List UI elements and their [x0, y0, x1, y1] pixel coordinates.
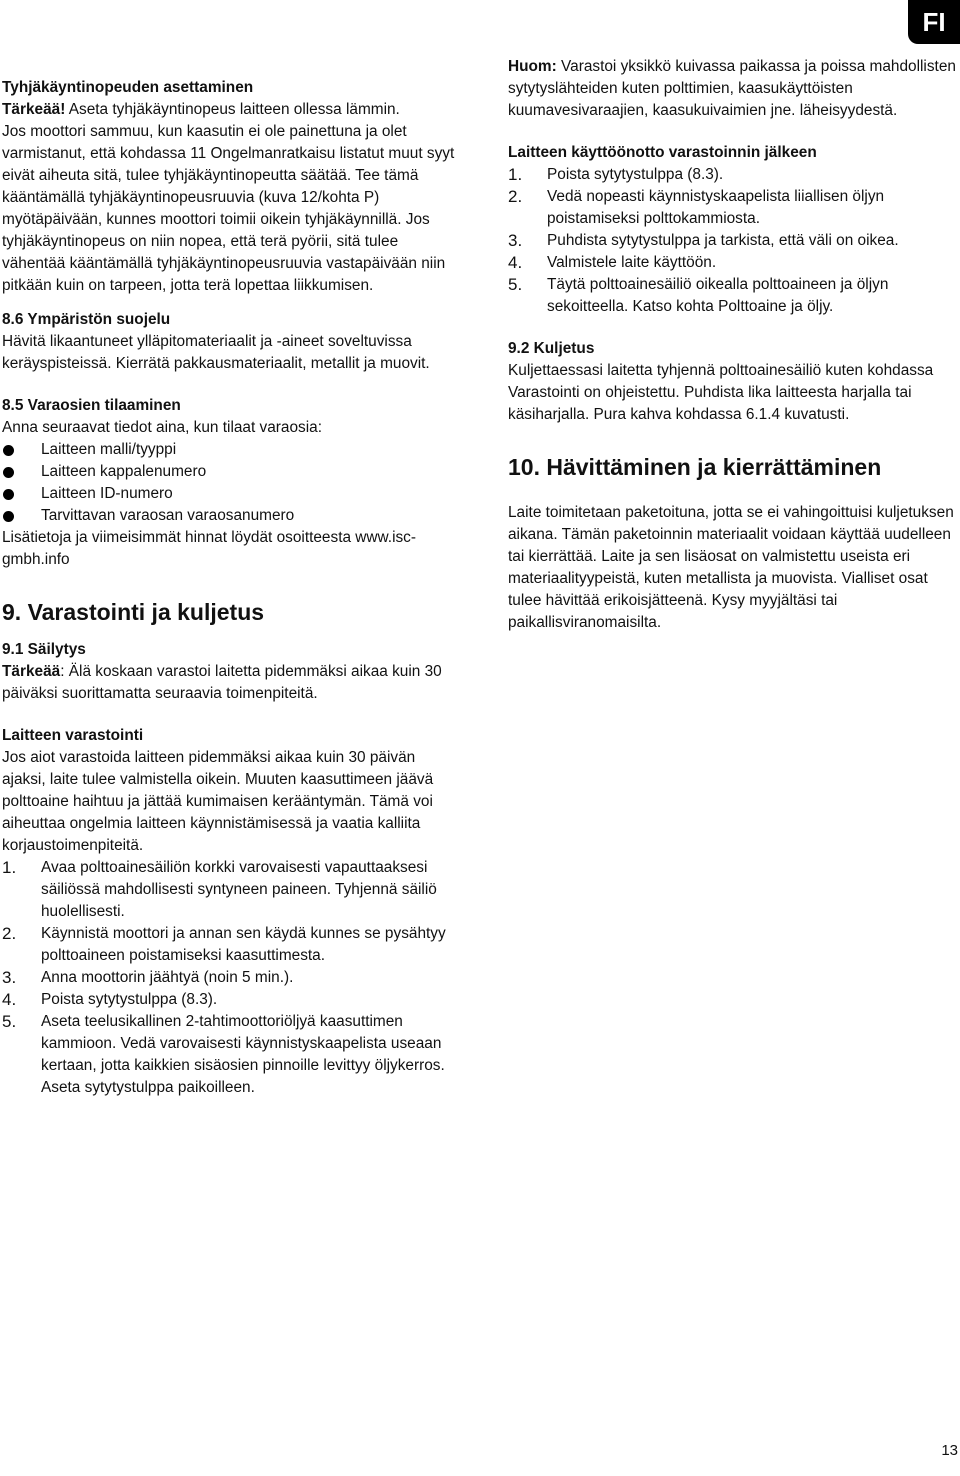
step-number: 3.: [508, 231, 523, 250]
storage-sub-title: 9.1 Säilytys: [2, 641, 86, 658]
list-item: Laitteen ID-numero: [2, 483, 458, 505]
list-item: Tarvittavan varaosan varaosanumero: [2, 505, 458, 527]
storage-heading: 9. Varastointi ja kuljetus: [2, 599, 265, 625]
step-text: Käynnistä moottori ja annan sen käydä kunnes se pysähtyy polttoaineen poistamiseksi kaasuttimesta.: [41, 925, 446, 964]
list-item: [508, 186, 958, 230]
spare-parts-list: [2, 439, 458, 527]
list-item: [2, 989, 458, 1011]
step-text: Poista sytytystulppa (8.3).: [547, 166, 724, 183]
step-text: Aseta teelusikallinen 2-tahtimoottoriöljyä kaasuttimen kammioon. Vedä varovaisesti käynnistyskaapelista useaan kertaan, jotta kaikkien sisäosien pinnoille levittyy öljykerros. Aseta sytytystulppa paikoilleen.: [41, 1013, 445, 1096]
left-column: [2, 77, 458, 1099]
important-label: Tärkeää!: [2, 101, 66, 118]
list-item: [508, 164, 958, 186]
list-item: [2, 923, 458, 967]
idle-speed-title: Tyhjäkäyntinopeuden asettaminen: [2, 79, 254, 96]
step-text: Puhdista sytytystulppa ja tarkista, että väli on oikea.: [547, 232, 899, 249]
right-column: [508, 56, 958, 634]
idle-speed-important: [2, 99, 458, 121]
step-number: 2.: [2, 924, 17, 943]
transport-title: 9.2 Kuljetus: [508, 340, 595, 357]
important-label: Tärkeää: [2, 663, 61, 680]
step-number: 4.: [2, 990, 17, 1009]
environment-body: Hävitä likaantuneet ylläpitomateriaalit ja -aineet soveltuvissa keräyspisteissä. Kierrätä pakkausmateriaalit, metallit ja muovit.: [2, 333, 430, 372]
important-text: Aseta tyhjäkäyntinopeus laitteen ollessa lämmin.: [65, 101, 400, 118]
step-text: Täytä polttoainesäiliö oikealla polttoaineen ja öljyn sekoitteella. Katso kohta Polttoaine ja öljy.: [547, 276, 889, 315]
environment-title: 8.6 Ympäristön suojelu: [2, 311, 171, 328]
spare-parts-intro: Anna seuraavat tiedot aina, kun tilaat varaosia:: [2, 419, 322, 436]
important-text: : Älä koskaan varastoi laitetta pidemmäksi aikaa kuin 30 päiväksi suorittamatta seuraavia toimenpiteitä.: [2, 663, 442, 702]
step-number: 1.: [2, 858, 17, 877]
idle-speed-body: Jos moottori sammuu, kun kaasutin ei ole painettuna ja olet varmistanut, että kohdassa 11 Ongelmanratkaisu listatut muut syyt eivät aiheuta sitä, tulee tyhjäkäyntinopeutta säätää. Tee tämä kääntämällä tyhjäkäyntinopeusruuvia (kuva 12/kohta P) myötäpäivään, kunnes moottori toimii oikein tyhjäkäynnillä. Jos tyhjäkäyntinopeus on niin nopea, että terä pyörii, sitä tulee vähentää kääntämällä tyhjäkäyntinopeusruuvia vastapäivään niin pitkään kuin on tarpeen, jotta terä lopettaa liikkumisen.: [2, 123, 455, 294]
step-text: Poista sytytystulppa (8.3).: [41, 991, 218, 1008]
list-item: Laitteen kappalenumero: [2, 461, 458, 483]
step-text: Valmistele laite käyttöön.: [547, 254, 717, 271]
step-number: 1.: [508, 165, 523, 184]
list-item: [508, 252, 958, 274]
step-text: Vedä nopeasti käynnistyskaapelista liiallisen öljyn poistamiseksi polttokammiosta.: [547, 188, 885, 227]
storage-note: [508, 56, 958, 122]
spare-parts-title: 8.5 Varaosien tilaaminen: [2, 397, 181, 414]
spare-parts-footer: Lisätietoja ja viimeisimmät hinnat löydät osoitteesta www.isc-gmbh.info: [2, 529, 417, 568]
disposal-body: Laite toimitetaan paketoituna, jotta se ei vahingoittuisi kuljetuksen aikana. Tämän paketoinnin materiaalit voidaan käyttää uudelleen tai kierrättää. Laite ja sen lisäosat on valmistettu useista eri materiaalityypeistä, kuten metallista ja muovista. Vialliset osat tulee hävittää erikoisjätteenä. Kysy myyjältäsi tai paikallisviranomaisilta.: [508, 504, 954, 631]
after-storage-title: Laitteen käyttöönotto varastoinnin jälkeen: [508, 144, 817, 161]
step-number: 5.: [2, 1012, 17, 1031]
disposal-heading: 10. Hävittäminen ja kierrättäminen: [508, 454, 882, 480]
note-text: Varastoi yksikkö kuivassa paikassa ja poissa mahdollisten sytytyslähteiden kuten polttimien, kaasukäyttöisten kuumavesivaraajien, kaasukuivaimien jne. läheisyydestä.: [508, 58, 956, 119]
page-number: 13: [941, 1442, 958, 1459]
note-label: Huom:: [508, 58, 557, 75]
storage-important: [2, 661, 458, 705]
list-item: [2, 1011, 458, 1099]
list-item: [2, 857, 458, 923]
step-number: 2.: [508, 187, 523, 206]
language-badge: FI: [908, 0, 960, 44]
step-number: 4.: [508, 253, 523, 272]
step-text: Avaa polttoainesäiliön korkki varovaisesti vapauttaaksesi säiliössä mahdollisesti syntyneen paineen. Tyhjennä säiliö huolellisesti.: [41, 859, 437, 920]
device-storage-title: Laitteen varastointi: [2, 727, 144, 744]
step-text: Anna moottorin jäähtyä (noin 5 min.).: [41, 969, 294, 986]
device-storage-body: Jos aiot varastoida laitteen pidemmäksi aikaa kuin 30 päivän ajaksi, laite tulee valmistella oikein. Muuten kaasuttimeen jäävä polttoaine haihtuu ja jättää kumimaisen kerääntymän. Tämä voi aiheuttaa ongelmia laitteen käynnistämisessä ja vaatia kalliita korjaustoimenpiteitä.: [2, 749, 434, 854]
step-number: 5.: [508, 275, 523, 294]
list-item: Laitteen malli/tyyppi: [2, 439, 458, 461]
list-item: [2, 967, 458, 989]
step-number: 3.: [2, 968, 17, 987]
list-item: [508, 230, 958, 252]
storage-steps: [2, 857, 458, 1099]
after-storage-steps: [508, 164, 958, 318]
transport-body: Kuljettaessasi laitetta tyhjennä polttoainesäiliö kuten kohdassa Varastointi on ohjeistettu. Puhdista lika laitteesta harjalla tai käsiharjalla. Pura kahva kohdassa 6.1.4 kuvatusti.: [508, 362, 934, 423]
list-item: [508, 274, 958, 318]
